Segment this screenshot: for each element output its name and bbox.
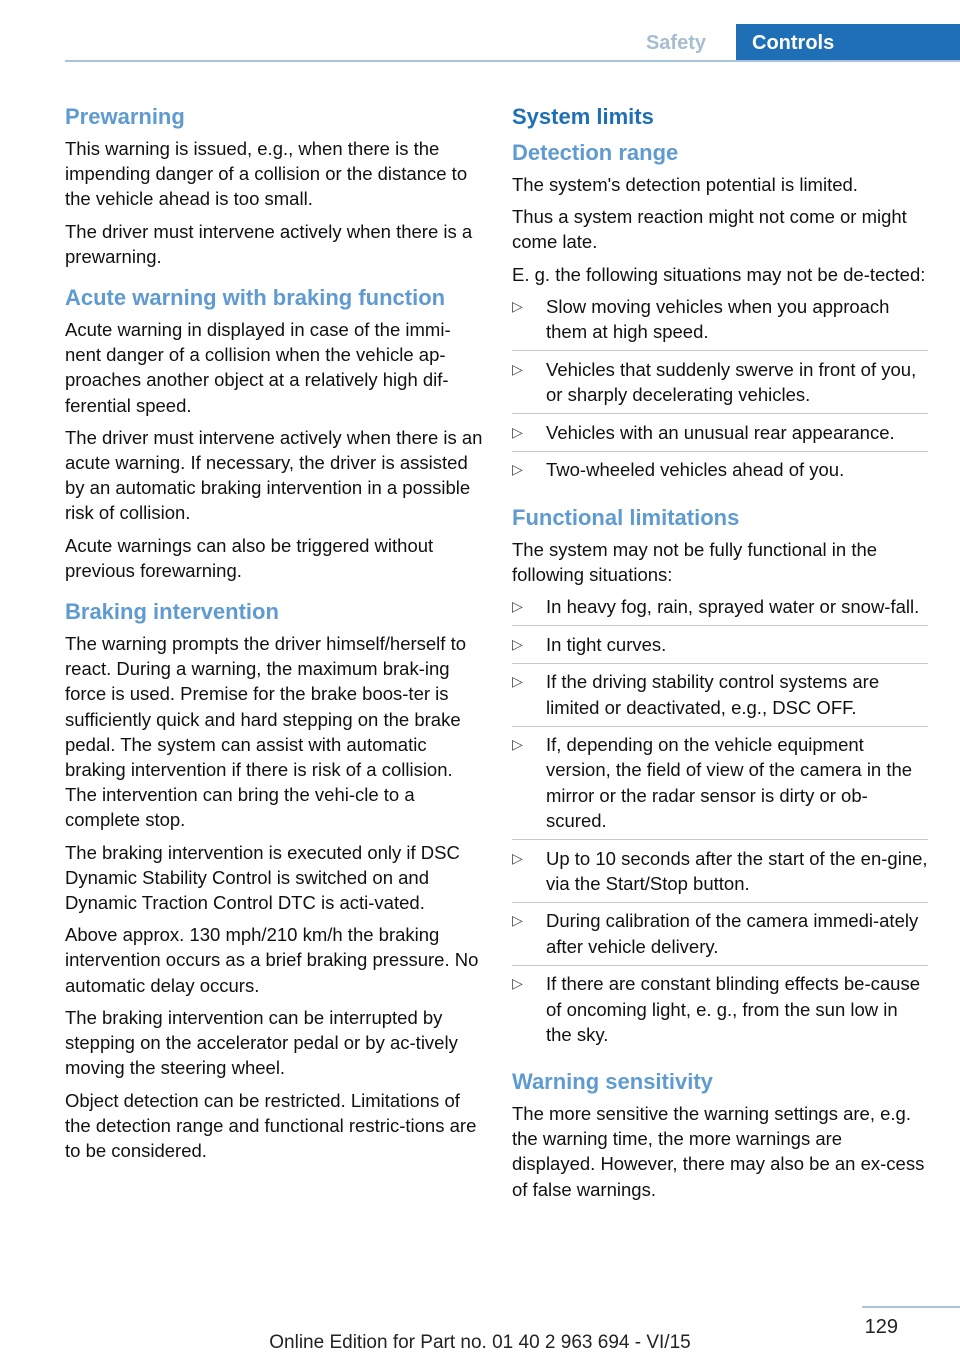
list-item: ▷ Slow moving vehicles when you approach them at high speed.: [512, 294, 928, 351]
paragraph: The driver must intervene actively when there is a prewarning.: [65, 220, 473, 267]
section-braking-intervention: [65, 597, 483, 1163]
paragraph: Above approx. 130 mph/210 km/h the braking intervention occurs as a brief braking pressure. No automatic delay occurs.: [65, 924, 479, 996]
detection-list: [512, 294, 928, 489]
triangle-bullet-icon: ▷: [512, 360, 523, 377]
triangle-bullet-icon: ▷: [512, 461, 523, 478]
paragraph: The more sensitive the warning settings are, e.g. the warning time, the more warnings are displayed. However, there may also be an ex‐cess of false warnings.: [512, 1102, 925, 1200]
heading-acute-warning: Acute warning with braking function: [65, 285, 446, 311]
paragraph: Acute warnings can also be triggered without previous forewarning.: [65, 534, 434, 581]
triangle-bullet-icon: ▷: [512, 423, 523, 440]
functional-list: [512, 594, 928, 1053]
paragraph: The braking intervention is executed only if DSC Dynamic Stability Control is switched on and Dynamic Traction Control DTC is acti‐vated.: [65, 841, 460, 914]
section-warning-sensitivity: [512, 1067, 928, 1202]
left-column: [65, 102, 483, 1170]
footer-rule: [862, 1306, 960, 1308]
paragraph: The system may not be fully functional in the following situations:: [512, 538, 878, 585]
paragraph: Thus a system reaction might not come or might come late.: [512, 206, 907, 253]
list-item: ▷ Two-wheeled vehicles ahead of you.: [512, 452, 928, 488]
edition-footer: Online Edition for Part no. 01 40 2 963 694 - VI/15: [269, 1332, 691, 1353]
section-acute-warning: [65, 283, 483, 583]
triangle-bullet-icon: ▷: [512, 297, 523, 314]
right-column: [512, 102, 928, 1209]
list-item: ▷ Vehicles that suddenly swerve in front of you, or sharply decelerating vehicles.: [512, 352, 928, 414]
heading-braking-intervention: Braking intervention: [65, 599, 279, 625]
list-item: ▷ If, depending on the vehicle equipment version, the field of view of the camera in the mirror or the radar sensor is dirty or ob‐scured.: [512, 727, 928, 840]
triangle-bullet-icon: ▷: [512, 736, 523, 753]
paragraph: The driver must intervene actively when there is an acute warning. If necessary, the driver is assisted by an automatic braking intervention in a possible risk of collision.: [65, 426, 483, 524]
triangle-bullet-icon: ▷: [512, 975, 523, 992]
heading-prewarning: Prewarning: [65, 104, 185, 129]
list-item: ▷ Up to 10 seconds after the start of the en‐gine, via the Start/Stop button.: [512, 841, 928, 903]
triangle-bullet-icon: ▷: [512, 912, 523, 929]
triangle-bullet-icon: ▷: [512, 597, 523, 614]
tab-controls[interactable]: Controls: [736, 24, 960, 60]
triangle-bullet-icon: ▷: [512, 635, 523, 652]
triangle-bullet-icon: ▷: [512, 849, 523, 866]
paragraph: Object detection can be restricted. Limitations of the detection range and functional restric‐tions are to be considered.: [65, 1089, 477, 1161]
tab-safety[interactable]: Safety: [645, 32, 706, 54]
list-item: ▷ Vehicles with an unusual rear appearance.: [512, 415, 928, 452]
page-number: 129: [864, 1316, 898, 1338]
paragraph: This warning is issued, e.g., when there is the impending danger of a collision or the distance to the vehicle ahead is too small.: [65, 138, 468, 210]
section-prewarning: [65, 102, 483, 269]
paragraph: E. g. the following situations may not be de‐tected:: [512, 263, 926, 285]
heading-functional-limitations: Functional limitations: [512, 504, 740, 530]
paragraph: The braking intervention can be interrupted by stepping on the accelerator pedal or by ac‐tively moving the steering wheel.: [65, 1006, 458, 1079]
section-system-limits: [512, 102, 928, 132]
list-item: ▷ In tight curves.: [512, 627, 928, 664]
section-detection-range: [512, 138, 928, 489]
list-item: ▷ During calibration of the camera immedi‐ately after vehicle delivery.: [512, 903, 928, 965]
section-functional-limitations: [512, 503, 928, 1053]
paragraph: The warning prompts the driver himself/herself to react. During a warning, the maximum brak‐ing force is used. Premise for the brake boos‐ter is sufficiently quick and hard stepping on the brake pedal. The system can assist with automatic braking intervention if there is risk of a collision. The intervention can bring the vehi‐cle to a complete stop.: [65, 633, 467, 831]
paragraph: The system's detection potential is limited.: [512, 174, 858, 195]
list-item: ▷ In heavy fog, rain, sprayed water or snow‐fall.: [512, 594, 928, 626]
list-item: ▷ If there are constant blinding effects be‐cause of oncoming light, e. g., from the sun low in the sky.: [512, 973, 921, 1045]
header-rule: [65, 60, 960, 62]
paragraph: Acute warning in displayed in case of the immi‐nent danger of a collision when the vehicle ap‐proaches another object at a relatively high dif‐ferential speed.: [65, 319, 451, 416]
heading-warning-sensitivity: Warning sensitivity: [512, 1068, 713, 1094]
page-header: [0, 0, 960, 62]
list-item: ▷ If the driving stability control systems are limited or deactivated, e.g., DSC OFF.: [512, 664, 928, 726]
heading-detection-range: Detection range: [512, 140, 679, 165]
triangle-bullet-icon: ▷: [512, 673, 523, 690]
heading-system-limits: System limits: [512, 104, 654, 129]
